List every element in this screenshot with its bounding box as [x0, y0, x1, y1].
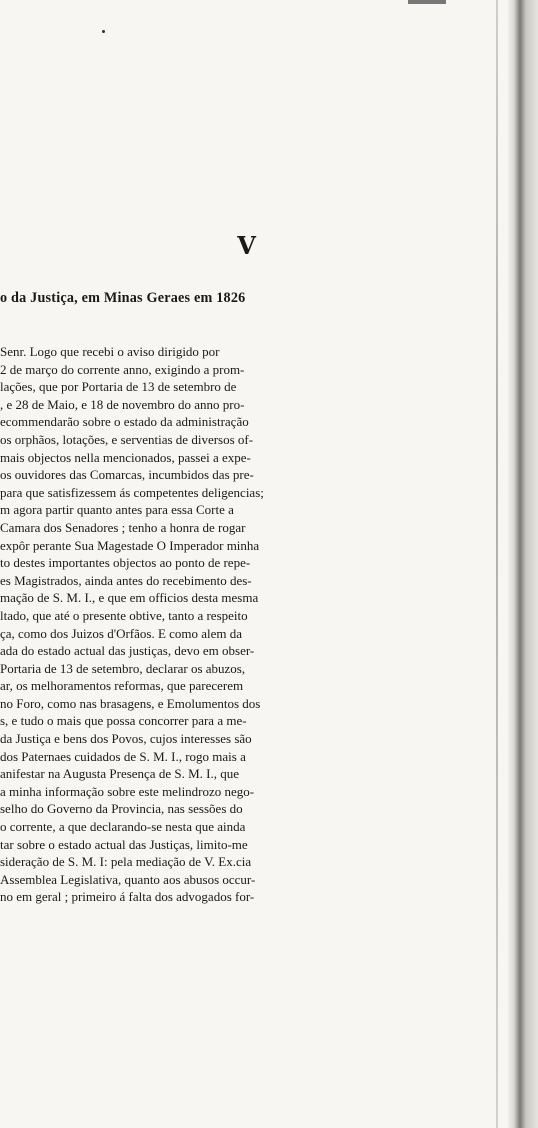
text-line: os orphãos, lotações, e serventias de diversos of-: [0, 431, 254, 447]
text-line: anifestar na Augusta Presença de S. M. I., que: [0, 766, 239, 782]
section-number: V: [237, 231, 257, 260]
text-line: no Foro, como nas brasagens, e Emolumentos dos: [0, 695, 261, 711]
text-line: expôr perante Sua Magestade O Imperador minha: [0, 537, 260, 553]
top-edge-mark: [408, 0, 446, 4]
text-line: mais objectos nella mencionados, passei a expe-: [0, 449, 251, 465]
text-line: Portaria de 13 de setembro, declarar os abuzos,: [0, 660, 246, 676]
text-line: a minha informação sobre este melindrozo nego-: [0, 783, 255, 799]
text-line: selho do Governo da Provincia, nas sessões do: [0, 801, 243, 817]
text-line: to destes importantes objectos ao ponto de repe-: [0, 555, 251, 571]
text-line: ar, os melhoramentos reformas, que parecerem: [0, 678, 244, 694]
text-line: para que satisfizessem ás competentes deligencias;: [0, 484, 264, 500]
text-line: , e 28 de Maio, e 18 de novembro do anno pro-: [0, 396, 245, 412]
ink-speck: [102, 30, 105, 33]
text-line: no em geral ; primeiro á falta dos advogados for-: [0, 889, 255, 905]
text-line: Assemblea Legislativa, quanto aos abusos occur-: [0, 871, 256, 887]
body-text: [0, 343, 490, 906]
text-line: ça, como dos Juizos d'Orfãos. E como alem da: [0, 625, 243, 641]
page-gutter-line: [496, 0, 498, 1128]
text-line: ada do estado actual das justiças, devo em obser-: [0, 643, 255, 659]
text-line: ecommendarão sobre o estado da administração: [0, 414, 249, 430]
text-line: os ouvidores das Comarcas, incumbidos das pre-: [0, 467, 254, 483]
text-line: m agora partir quanto antes para essa Corte a: [0, 502, 234, 518]
text-line: 2 de março do corrente anno, exigindo a prom-: [0, 361, 245, 377]
text-line: Camara dos Senadores ; tenho a honra de rogar: [0, 519, 246, 535]
text-line: ltado, que até o presente obtive, tanto a respeito: [0, 607, 248, 623]
text-line: lações, que por Portaria de 13 de setembro de: [0, 379, 237, 395]
text-line: sideração de S. M. I: pela mediação de V. Ex.cia: [0, 854, 252, 870]
page-edge-shadow: [508, 0, 538, 1128]
text-line: dos Paternaes cuidados de S. M. I., rogo mais a: [0, 748, 246, 764]
text-line: mação de S. M. I., e que em officios desta mesma: [0, 590, 259, 606]
text-line: o corrente, a que declarando-se nesta que ainda: [0, 819, 246, 835]
text-line: da Justiça e bens dos Povos, cujos interesses são: [0, 731, 252, 747]
chapter-heading: o da Justiça, em Minas Geraes em 1826: [0, 290, 246, 306]
text-line: es Magistrados, ainda antes do recebimento des-: [0, 572, 252, 588]
text-line: tar sobre o estado actual das Justiças, limito-me: [0, 836, 248, 852]
text-line: Senr. Logo que recebi o aviso dirigido por: [0, 344, 220, 359]
text-line: s, e tudo o mais que possa concorrer para a me-: [0, 713, 247, 729]
